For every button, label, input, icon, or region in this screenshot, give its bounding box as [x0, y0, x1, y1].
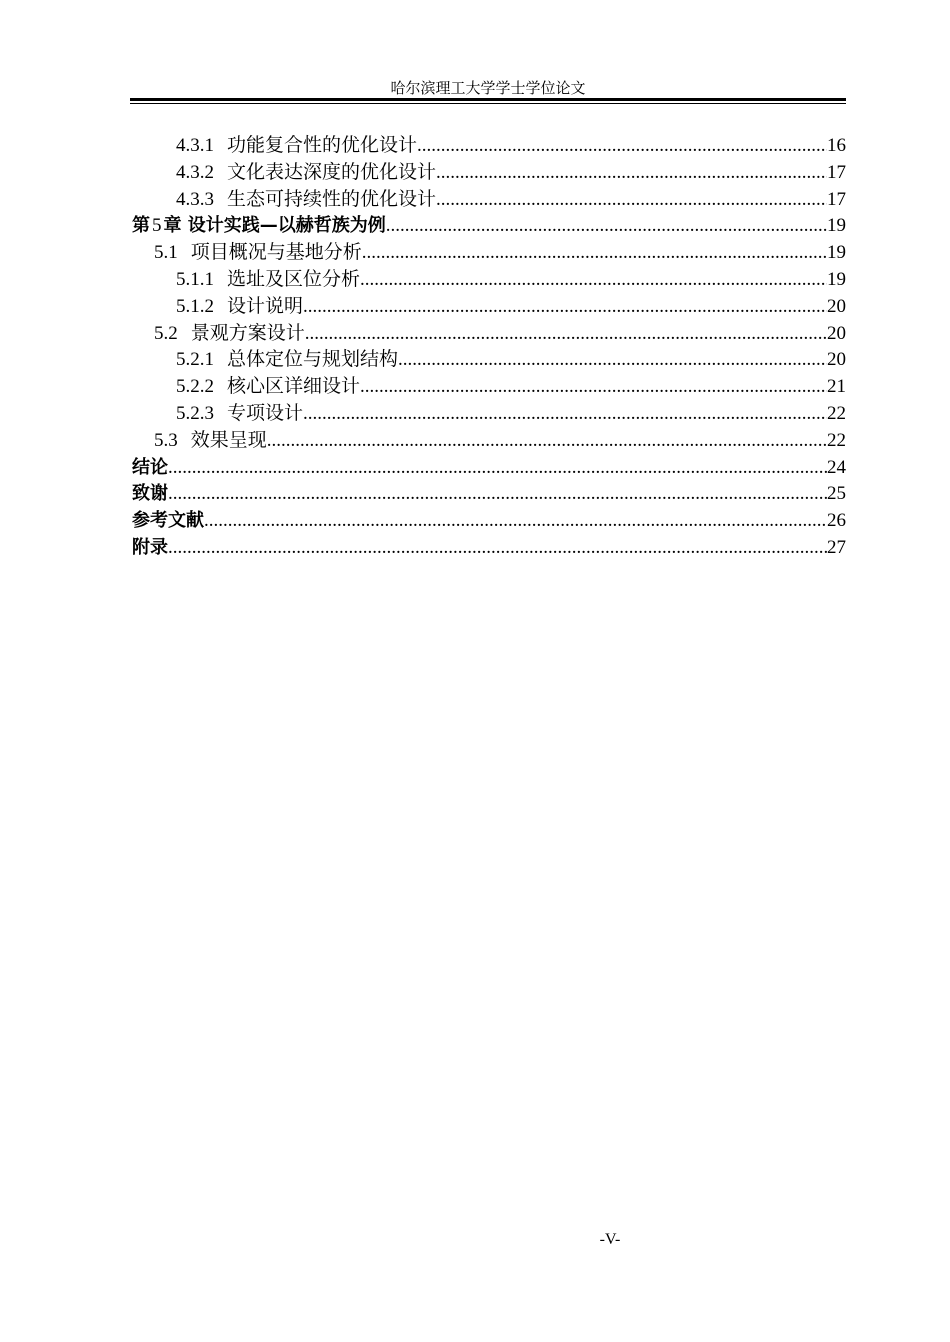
toc-entry-title: 章 设计实践—以赫哲族为例	[163, 215, 386, 237]
toc-entry-acknowledgements[interactable]	[132, 481, 846, 508]
toc-leader-dots	[436, 187, 827, 214]
toc-leader-dots	[168, 535, 827, 562]
toc-entry-chapter-5[interactable]	[132, 213, 846, 240]
toc-entry-5-1-1[interactable]	[132, 267, 846, 294]
header-rule-thin	[130, 103, 846, 104]
toc-entry-title: 核心区详细设计	[227, 376, 361, 398]
toc-entry-title: 总体定位与规划结构	[227, 349, 399, 371]
toc-entry-page: 20	[827, 295, 846, 317]
toc-leader-dots	[417, 133, 827, 160]
page-number: -V-	[599, 1231, 621, 1248]
toc-entry-5-1[interactable]	[132, 240, 846, 267]
toc-entry-5-1-2[interactable]	[132, 294, 846, 321]
toc-entry-page: 27	[827, 536, 846, 558]
toc-entry-5-3[interactable]	[132, 428, 846, 455]
toc-entry-title: 选址及区位分析	[227, 268, 361, 290]
toc-entry-title: 参考文献	[132, 510, 204, 532]
toc-leader-dots	[204, 508, 827, 535]
toc-entry-number: 5.2.2	[176, 376, 214, 398]
toc-leader-dots	[386, 213, 827, 240]
toc-leader-dots	[436, 160, 827, 187]
toc-entry-page: 21	[827, 376, 846, 398]
toc-entry-title: 文化表达深度的优化设计	[227, 161, 437, 183]
toc-entry-page: 17	[827, 188, 846, 210]
toc-entry-number: 5.1	[154, 242, 178, 264]
toc-entry-number: 5.1.1	[176, 268, 214, 290]
toc-entry-number: 5.3	[154, 429, 178, 451]
toc-entry-page: 16	[827, 135, 846, 156]
toc-entry-page: 17	[827, 161, 846, 183]
toc-leader-dots	[168, 481, 827, 508]
toc-entry-page: 20	[827, 322, 846, 344]
toc-entry-appendix[interactable]	[132, 535, 846, 562]
toc-leader-dots	[303, 401, 827, 428]
toc-entry-title: 结论	[132, 456, 168, 478]
running-header: 哈尔滨理工大学学士学位论文	[390, 81, 586, 97]
toc-entry-page: 24	[827, 456, 846, 478]
toc-entry-4-3-3[interactable]	[132, 187, 846, 214]
toc-entry-title: 景观方案设计	[190, 322, 305, 344]
toc-leader-dots	[360, 267, 827, 294]
toc-entry-5-2-1[interactable]	[132, 347, 846, 374]
toc-entry-page: 22	[827, 402, 846, 424]
toc-entry-number: 4.3.3	[176, 188, 214, 210]
toc-entry-5-2[interactable]	[132, 321, 846, 348]
toc-entry-title: 附录	[132, 536, 168, 558]
toc-entry-page: 26	[827, 510, 846, 532]
toc-entry-page: 19	[827, 215, 846, 237]
toc-entry-title: 项目概况与基地分析	[190, 242, 362, 264]
header-rule-thick	[130, 98, 846, 101]
toc-entry-number: 5.2	[154, 322, 178, 344]
toc-entry-number: 5.2.1	[176, 349, 214, 371]
toc-leader-dots	[360, 374, 827, 401]
toc-entry-number: 5.1.2	[176, 295, 214, 317]
toc-entry-number: 4.3.2	[176, 161, 214, 183]
toc-entry-title: 效果呈现	[190, 429, 267, 451]
toc-entry-number: 5.2.3	[176, 402, 214, 424]
toc-entry-page: 22	[827, 429, 846, 451]
table-of-contents	[132, 133, 846, 562]
toc-entry-page: 19	[827, 268, 846, 290]
toc-entry-4-3-1[interactable]	[132, 133, 846, 160]
toc-leader-dots	[303, 294, 827, 321]
toc-entry-title: 专项设计	[227, 402, 304, 424]
toc-leader-dots	[398, 347, 827, 374]
toc-entry-title: 致谢	[132, 483, 168, 505]
toc-leader-dots	[168, 455, 827, 482]
toc-entry-conclusion[interactable]	[132, 455, 846, 482]
toc-entry-page: 25	[827, 483, 846, 505]
toc-entry-references[interactable]	[132, 508, 846, 535]
toc-entry-title: 功能复合性的优化设计	[227, 135, 418, 156]
toc-leader-dots	[267, 428, 827, 455]
page-footer	[0, 1231, 950, 1249]
toc-entry-page: 20	[827, 349, 846, 371]
toc-entry-5-2-3[interactable]	[132, 401, 846, 428]
toc-leader-dots	[305, 321, 827, 348]
toc-entry-prefix: 第	[132, 215, 150, 237]
toc-entry-title: 生态可持续性的优化设计	[227, 188, 437, 210]
toc-leader-dots	[362, 240, 827, 267]
toc-entry-4-3-2[interactable]	[132, 160, 846, 187]
toc-entry-title: 设计说明	[227, 295, 304, 317]
toc-entry-number: 5	[152, 215, 162, 237]
toc-entry-number: 4.3.1	[176, 135, 214, 156]
toc-entry-page: 19	[827, 242, 846, 264]
toc-entry-5-2-2[interactable]	[132, 374, 846, 401]
